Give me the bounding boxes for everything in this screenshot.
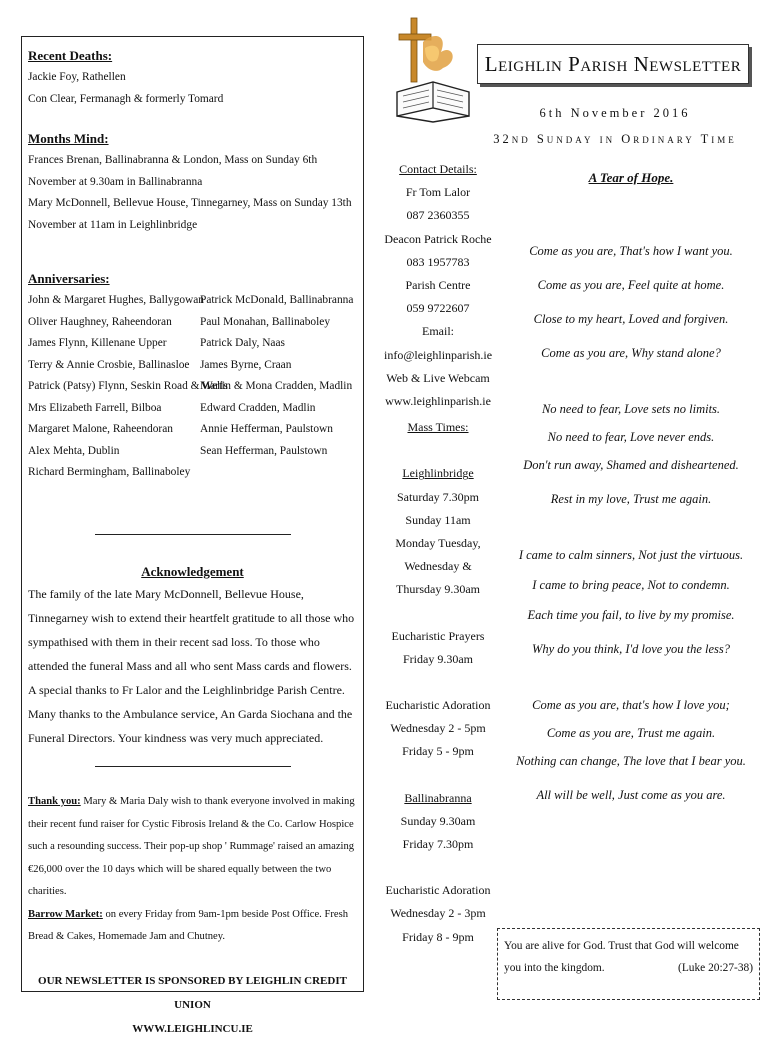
mass-time: Monday Tuesday,: [395, 536, 481, 551]
ballinabranna-title: Ballinabranna: [404, 790, 472, 805]
anniversary-item: Patrick (Patsy) Flynn, Seskin Road & Wells: [28, 380, 228, 392]
barrow-market-label: Barrow Market:: [28, 908, 103, 920]
mass-time: Sunday 9.30am: [400, 813, 476, 828]
acknowledgement-title: Acknowledgement: [141, 563, 244, 579]
poem-line: Come as you are, Why stand alone?: [541, 346, 721, 360]
anniversary-item: Alex Mehta, Dublin: [28, 444, 120, 457]
scripture-quote-text: You are alive for God. Trust that God will welcome you into the kingdom.: [504, 940, 739, 974]
contact-line: 083 1957783: [406, 254, 470, 269]
mass-time: Wednesday &: [404, 559, 472, 574]
contact-website: www.leighlinparish.ie: [385, 394, 491, 409]
contact-line: Parish Centre: [405, 278, 471, 293]
anniversaries-column-2: [200, 290, 353, 484]
poem-line: Nothing can change, The love that I bear you.: [516, 754, 746, 768]
contact-line: 087 2360355: [406, 208, 470, 223]
poem: [500, 170, 762, 812]
newsletter-title: Leighlin Parish Newsletter: [477, 44, 749, 84]
poem-line: Each time you fail, to live by my promise.: [527, 608, 735, 622]
contact-email: info@leighlinparish.ie: [384, 347, 493, 362]
months-mind-item: Mary McDonnell, Bellevue House, Tinnegarney, Mass on Sunday 13th November at 11am in Leighlinbridge: [28, 197, 352, 231]
poem-line: Come as you are, Feel quite at home.: [537, 278, 725, 292]
poem-line: I came to calm sinners, Not just the virtuous.: [518, 548, 744, 562]
eucharistic-prayers-title: Eucharistic Prayers: [391, 628, 485, 643]
contact-title: Contact Details:: [399, 162, 477, 176]
scripture-reference: (Luke 20:27-38): [678, 962, 753, 974]
leighlinbridge-title: Leighlinbridge: [402, 466, 474, 481]
anniversary-item: John & Margaret Hughes, Ballygowan: [28, 294, 204, 306]
anniversary-item: Terry & Annie Crosbie, Ballinasloe: [28, 358, 190, 371]
eucharistic-adoration-title: Eucharistic Adoration: [385, 698, 491, 713]
mass-times-title: Mass Times:: [407, 420, 469, 435]
anniversary-item: Patrick McDonald, Ballinabranna: [200, 294, 354, 306]
scripture-quote-box: [497, 928, 760, 1000]
mass-time: Friday 5 - 9pm: [402, 744, 474, 759]
recent-death-item: Jackie Foy, Rathellen: [28, 71, 126, 83]
poem-line: I came to bring peace, Not to condemn.: [532, 578, 730, 592]
recent-death-item: Con Clear, Fermanagh & formerly Tomard: [28, 92, 224, 105]
mass-time: Friday 8 - 9pm: [402, 929, 474, 944]
mass-time: Thursday 9.30am: [396, 582, 480, 597]
anniversary-item: Oliver Haughney, Raheendoran: [28, 315, 172, 328]
sponsor-website: WWW.LEIGHLINCU.IE: [132, 1022, 253, 1035]
poem-line: Come as you are, Trust me again.: [546, 726, 716, 740]
poem-line: Come as you are, That's how I want you.: [529, 244, 733, 258]
poem-line: Rest in my love, Trust me again.: [550, 492, 712, 506]
anniversaries-list: [28, 290, 357, 484]
newsletter-date: 6th November 2016: [539, 106, 691, 120]
mass-time: Wednesday 2 - 5pm: [390, 721, 486, 736]
thank-you-label: Thank you:: [28, 796, 81, 807]
contact-line: Email:: [422, 324, 454, 339]
divider: [95, 534, 291, 535]
poem-line: Why do you think, I'd love you the less?: [531, 642, 731, 656]
contact-line: Web & Live Webcam: [386, 370, 490, 385]
anniversary-item: James Flynn, Killenane Upper: [28, 337, 167, 349]
cross-bible-logo-icon: [393, 12, 473, 132]
poem-line: No need to fear, Love never ends.: [547, 430, 715, 444]
mass-time: Wednesday 2 - 3pm: [390, 906, 486, 921]
left-column-box: [21, 36, 364, 1035]
barrow-market-text: on every Friday from 9am-1pm beside Post Office. Fresh Bread & Cakes, Homemade Jam and Chutney.: [28, 908, 349, 942]
anniversaries-column-1: [28, 290, 228, 484]
anniversary-item: Martin & Mona Cradden, Madlin: [200, 380, 353, 392]
poem-line: Come as you are, that's how I love you;: [532, 698, 730, 712]
poem-line: No need to fear, Love sets no limits.: [541, 402, 721, 416]
thank-you-notice: [28, 791, 357, 904]
mass-time: Saturday 7.30pm: [397, 489, 479, 504]
liturgical-sunday: 32nd Sunday in Ordinary Time: [493, 132, 737, 146]
anniversary-item: Patrick Daly, Naas: [200, 337, 285, 349]
poem-line: Close to my heart, Loved and forgiven.: [533, 312, 729, 326]
poem-line: All will be well, Just come as you are.: [536, 788, 726, 802]
mass-time: Friday 9.30am: [403, 651, 473, 666]
sponsor-notice: [28, 969, 357, 1041]
months-mind-title: Months Mind:: [28, 131, 109, 146]
poem-line: Don't run away, Shamed and disheartened.: [523, 458, 739, 472]
anniversary-item: Margaret Malone, Raheendoran: [28, 423, 173, 435]
anniversary-item: Mrs Elizabeth Farrell, Bilboa: [28, 401, 162, 414]
anniversary-item: Richard Bermingham, Ballinaboley: [28, 466, 191, 478]
mass-time: Sunday 11am: [405, 512, 471, 527]
anniversary-item: Sean Hefferman, Paulstown: [200, 444, 328, 457]
acknowledgement-text: The family of the late Mary McDonnell, Bellevue House, Tinnegarney wish to extend their heartfelt gratitude to all those who sympathised with them in their recent sad loss. To those who attended the funeral Mass and all who sent Mass cards and flowers. A special thanks to Fr Lalor and the Leighlinbridge Parish Centre. Many thanks to the Ambulance service, An Garda Siochana and the Funeral Directors. Your kindness was very much appreciated.: [28, 587, 355, 745]
anniversary-item: Annie Hefferman, Paulstown: [200, 423, 333, 435]
contact-line: 059 9722607: [406, 301, 470, 316]
poem-title: A Tear of Hope.: [588, 170, 674, 185]
eucharistic-adoration-title: Eucharistic Adoration: [385, 883, 491, 898]
thank-you-text: Mary & Maria Daly wish to thank everyone involved in making their recent fund raiser for Cystic Fibrosis Ireland & the Co. Carlow Hospice such a resounding success. Their pop-up shop ' Rummage' raised an amazing €26,000 over the 10 days which will be shared equally between the two charities.: [28, 796, 355, 897]
mass-time: Friday 7.30pm: [402, 837, 474, 852]
anniversary-item: James Byrne, Craan: [200, 358, 292, 371]
barrow-market-notice: [28, 904, 357, 949]
recent-deaths-title: Recent Deaths:: [28, 48, 113, 63]
contact-mass-column: [384, 158, 492, 949]
anniversary-item: Edward Cradden, Madlin: [200, 401, 316, 414]
contact-line: Deacon Patrick Roche: [384, 231, 492, 246]
anniversary-item: Paul Monahan, Ballinaboley: [200, 315, 331, 328]
sponsor-line: OUR NEWSLETTER IS SPONSORED BY LEIGHLIN CREDIT UNION: [38, 974, 347, 1011]
contact-line: Fr Tom Lalor: [405, 185, 471, 200]
anniversaries-title: Anniversaries:: [28, 271, 110, 286]
months-mind-item: Frances Brenan, Ballinabranna & London, Mass on Sunday 6th November at 9.30am in Ballinabranna: [28, 154, 318, 188]
